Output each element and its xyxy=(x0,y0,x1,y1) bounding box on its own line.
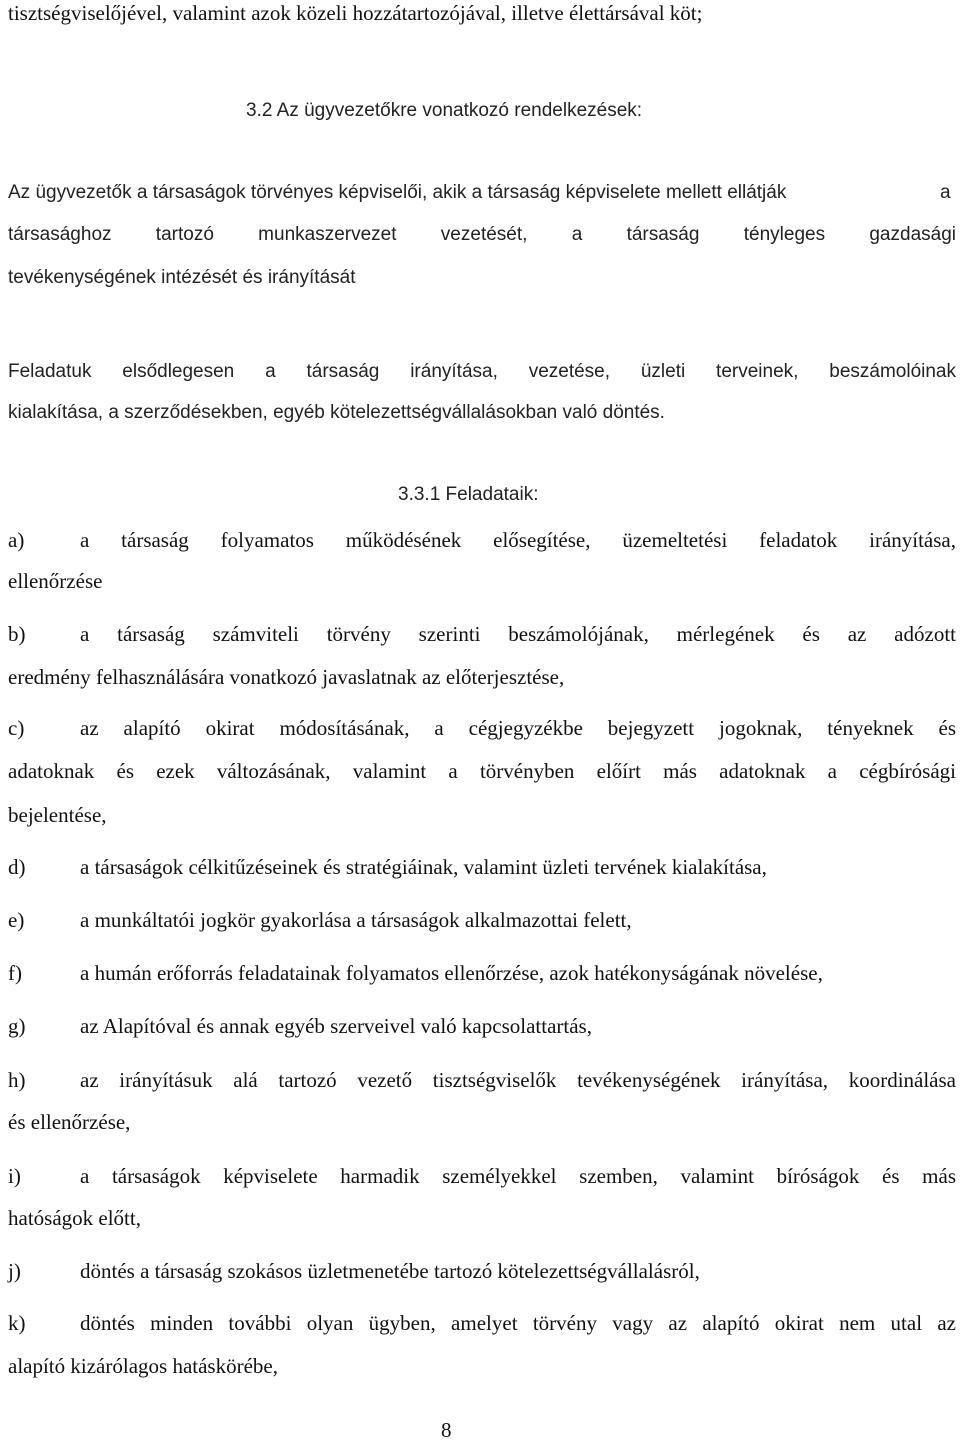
item-letter: i) xyxy=(8,1164,21,1188)
item-letter: e) xyxy=(8,908,25,932)
item-line-1: a humán erőforrás feladatainak folyamatos ellenőrzése, azok hatékonyságának növelése, xyxy=(80,961,823,985)
list-item-c xyxy=(8,716,956,826)
item-line-2: ellenőrzése xyxy=(8,569,103,593)
item-line-1: a társaságok képviselete harmadik személyekkel szemben, valamint bíróságok és más xyxy=(80,1164,956,1188)
item-line-1: a társaság folyamatos működésének elősegítése, üzemeltetési feladatok irányítása, xyxy=(80,528,956,552)
list-item-a xyxy=(8,528,956,598)
item-line-1: a társaság számviteli törvény szerinti beszámolójának, mérlegének és az adózott xyxy=(80,622,956,646)
item-line-1: a társaságok célkitűzéseinek és stratégiáinak, valamint üzleti tervének kialakítása, xyxy=(80,855,767,879)
subsection-heading: 3.3.1 Feladataik: xyxy=(398,484,539,505)
item-letter: d) xyxy=(8,855,26,879)
item-line-2: alapító kizárólagos hatáskörébe, xyxy=(8,1354,278,1378)
page-number: 8 xyxy=(441,1418,452,1442)
item-line-2: adatoknak és ezek változásának, valamint a törvényben előírt más adatoknak a cégbírósági xyxy=(8,759,956,783)
paragraph-1-line-1: Az ügyvezetők a társaságok törvényes képviselői, akik a társaság képviselete mellett ellátják xyxy=(8,182,787,203)
section-heading: 3.2 Az ügyvezetőkre vonatkozó rendelkezések: xyxy=(246,100,643,121)
item-line-2: eredmény felhasználására vonatkozó javaslatnak az előterjesztése, xyxy=(8,665,565,689)
item-line-1: döntés a társaság szokásos üzletmenetébe tartozó kötelezettségvállalásról, xyxy=(80,1259,700,1283)
paragraph-1-line-3: tevékenységének intézését és irányítását xyxy=(8,267,356,288)
list-item-k xyxy=(8,1311,956,1381)
item-line-2: és ellenőrzése, xyxy=(8,1110,131,1134)
item-letter: h) xyxy=(8,1068,26,1092)
item-line-1: döntés minden további olyan ügyben, amelyet törvény vagy az alapító okirat nem utal az xyxy=(80,1311,956,1335)
item-letter: c) xyxy=(8,716,25,740)
item-line-1: az Alapítóval és annak egyéb szerveivel való kapcsolattartás, xyxy=(80,1014,592,1038)
item-line-1: az irányításuk alá tartozó vezető tisztségviselők tevékenységének irányítása, koordinálása xyxy=(80,1068,956,1092)
item-letter: j) xyxy=(8,1259,21,1283)
paragraph-2-line-1: Feladatuk elsődlegesen a társaság irányítása, vezetése, üzleti terveinek, beszámolóinak xyxy=(8,361,956,382)
intro-line: tisztségviselőjével, valamint azok közeli hozzátartozójával, illetve élettársával köt; xyxy=(8,1,703,25)
list-item-i xyxy=(8,1164,956,1234)
item-line-2: hatóságok előtt, xyxy=(8,1206,141,1230)
item-line-3: bejelentése, xyxy=(8,803,107,827)
list-item-b xyxy=(8,622,956,692)
item-line-1: a munkáltatói jogkör gyakorlása a társaságok alkalmazottai felett, xyxy=(80,908,632,932)
item-letter: b) xyxy=(8,622,26,646)
item-line-1: az alapító okirat módosításának, a cégjegyzékbe bejegyzett jogoknak, tényeknek és xyxy=(80,716,956,740)
item-letter: g) xyxy=(8,1014,26,1038)
paragraph-1-line-1-end: a xyxy=(940,182,951,203)
list-item-h xyxy=(8,1068,956,1138)
item-letter: f) xyxy=(8,961,22,985)
item-letter: a) xyxy=(8,528,25,552)
paragraph-2-line-2: kialakítása, a szerződésekben, egyéb kötelezettségvállalásokban való döntés. xyxy=(8,402,665,423)
paragraph-1-line-2: társasághoz tartozó munkaszervezet vezetését, a társaság tényleges gazdasági xyxy=(8,224,956,245)
item-letter: k) xyxy=(8,1311,26,1335)
